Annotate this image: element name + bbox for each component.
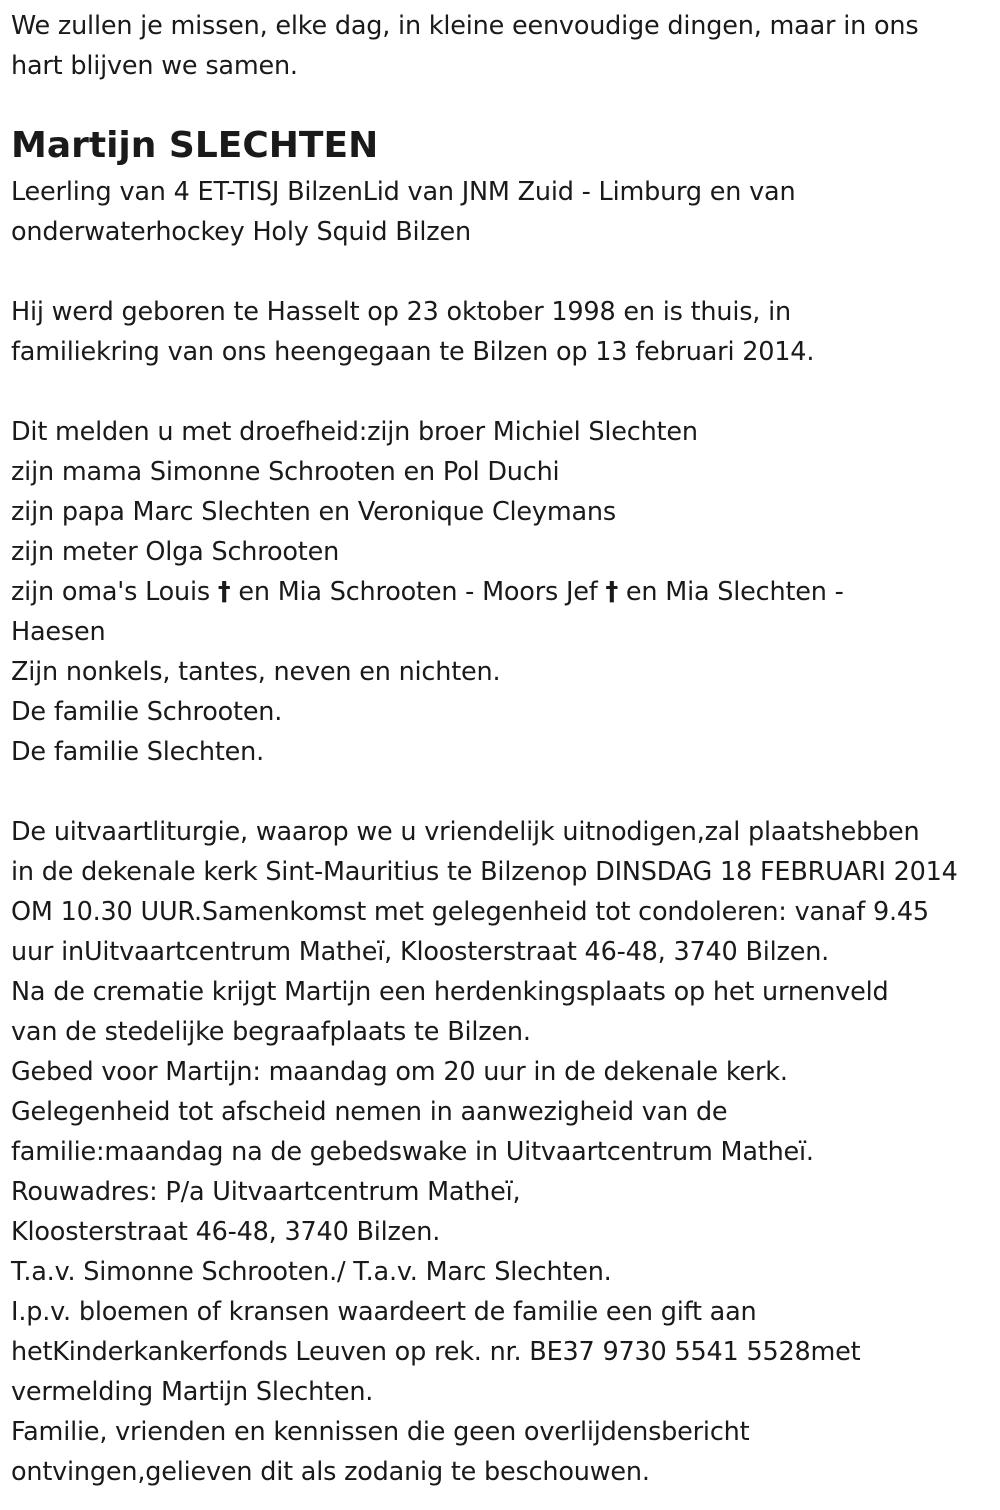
details-line: OM 10.30 UUR.Samenkomst met gelegenheid tot condoleren: vanaf 9.45 [11,897,929,927]
cross-icon: † [605,577,619,607]
details-line: uur inUitvaartcentrum Matheï, Kloosterstraat 46-48, 3740 Bilzen. [11,937,830,967]
spacer [11,772,990,812]
details-line: vermelding Martijn Slechten. [11,1377,374,1407]
family-line: Zijn nonkels, tantes, neven en nichten. [11,657,501,687]
details-line: De uitvaartliturgie, waarop we u vriendelijk uitnodigen,zal plaatshebben [11,817,920,847]
memberships-text [11,172,990,252]
family-line: zijn mama Simonne Schrooten en Pol Duchi [11,457,560,487]
details-line: in de dekenale kerk Sint-Mauritius te Bilzenop DINSDAG 18 FEBRUARI 2014 [11,857,958,887]
spacer [11,372,990,412]
deceased-name: Martijn SLECHTEN [11,125,379,166]
details-line: Familie, vrienden en kennissen die geen overlijdensbericht [11,1417,750,1447]
details-line: hetKinderkankerfonds Leuven op rek. nr. BE37 9730 5541 5528met [11,1337,861,1367]
details-line: Rouwadres: P/a Uitvaartcentrum Matheï, [11,1177,521,1207]
grandparents-line [11,572,990,612]
intro-text [11,6,990,86]
details-line: familie:maandag na de gebedswake in Uitvaartcentrum Matheï. [11,1137,814,1167]
family-line: zijn papa Marc Slechten en Veronique Cleymans [11,497,616,527]
family-line: zijn meter Olga Schrooten [11,537,340,567]
details-line: Gelegenheid tot afscheid nemen in aanwezigheid van de [11,1097,728,1127]
family-line: Haesen [11,617,106,647]
birth-line: Hij werd geboren te Hasselt op 23 oktober 1998 en is thuis, in [11,297,791,327]
details-line: ontvingen,gelieven dit als zodanig te beschouwen. [11,1457,650,1487]
memberships-line: Leerling van 4 ET-TISJ BilzenLid van JNM Zuid - Limburg en van [11,177,796,207]
details-line: Kloosterstraat 46-48, 3740 Bilzen. [11,1217,441,1247]
spacer [11,252,990,292]
grandparents-text-b: en Mia Schrooten - Moors Jef [230,577,606,607]
family-line: Dit melden u met droefheid:zijn broer Michiel Slechten [11,417,698,447]
family-list [11,412,990,772]
details-line: Gebed voor Martijn: maandag om 20 uur in de dekenale kerk. [11,1057,788,1087]
intro-line: We zullen je missen, elke dag, in kleine eenvoudige dingen, maar in ons [11,11,919,41]
cross-icon: † [217,577,231,607]
family-line: De familie Schrooten. [11,697,283,727]
family-line: De familie Slechten. [11,737,265,767]
details-line: van de stedelijke begraafplaats te Bilzen. [11,1017,531,1047]
intro-line: hart blijven we samen. [11,51,298,81]
memberships-line: onderwaterhockey Holy Squid Bilzen [11,217,471,247]
details-line: Na de crematie krijgt Martijn een herdenkingsplaats op het urnenveld [11,977,889,1007]
details-line: T.a.v. Simonne Schrooten./ T.a.v. Marc Slechten. [11,1257,612,1287]
birth-line: familiekring van ons heengegaan te Bilzen op 13 februari 2014. [11,337,815,367]
grandparents-text-a: zijn oma's Louis [11,577,218,607]
birth-text [11,292,990,372]
grandparents-text-c: en Mia Slechten - [618,577,844,607]
funeral-details [11,812,990,1492]
details-line: I.p.v. bloemen of kransen waardeert de familie een gift aan [11,1297,757,1327]
